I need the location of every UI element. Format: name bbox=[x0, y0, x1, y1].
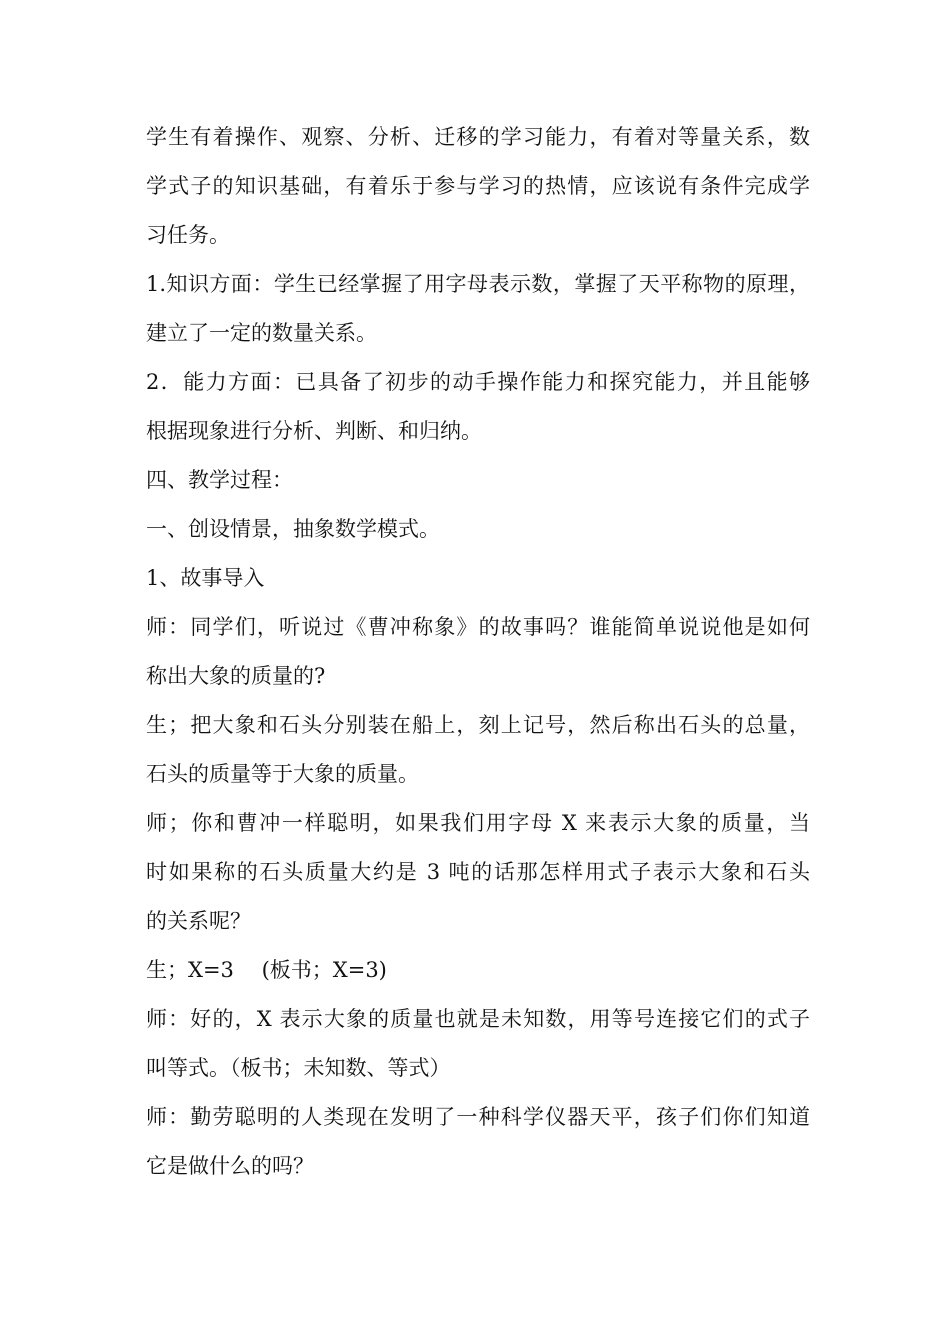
text-line: 学生有着操作、观察、分析、迁移的学习能力，有着对等量关系，数 bbox=[146, 125, 810, 149]
text-line: 时如果称的石头质量大约是 3 吨的话那怎样用式子表示大象和石头 bbox=[146, 860, 810, 884]
text-line: 建立了一定的数量关系。 bbox=[146, 321, 377, 345]
text-line: 生；把大象和石头分别装在船上，刻上记号，然后称出石头的总量， bbox=[146, 713, 810, 737]
text-line: 它是做什么的吗？ bbox=[146, 1154, 314, 1178]
text-line: 师：同学们，听说过《曹冲称象》的故事吗？谁能简单说说他是如何 bbox=[146, 615, 810, 639]
text-line: 学式子的知识基础，有着乐于参与学习的热情，应该说有条件完成学 bbox=[146, 174, 810, 198]
text-line: 师：勤劳聪明的人类现在发明了一种科学仪器天平，孩子们你们知道 bbox=[146, 1105, 810, 1129]
section-heading: 一、创设情景，抽象数学模式。 bbox=[146, 517, 440, 541]
text-line: 叫等式。（板书；未知数、等式） bbox=[146, 1056, 451, 1080]
text-line: 师；你和曹冲一样聪明，如果我们用字母 X 来表示大象的质量，当 bbox=[146, 811, 810, 835]
text-line: 根据现象进行分析、判断、和归纳。 bbox=[146, 419, 482, 443]
text-line: 1.知识方面：学生已经掌握了用字母表示数，掌握了天平称物的原理， bbox=[146, 272, 810, 296]
document-body bbox=[146, 113, 810, 1191]
section-heading: 四、教学过程： bbox=[146, 468, 293, 492]
text-line: 石头的质量等于大象的质量。 bbox=[146, 762, 419, 786]
text-line: 生；X=3 (板书；X=3) bbox=[146, 958, 387, 982]
text-line: 的关系呢？ bbox=[146, 909, 251, 933]
text-line: 习任务。 bbox=[146, 223, 230, 247]
text-line: 2．能力方面：已具备了初步的动手操作能力和探究能力，并且能够 bbox=[146, 370, 810, 394]
text-line: 师：好的，X 表示大象的质量也就是未知数，用等号连接它们的式子 bbox=[146, 1007, 810, 1031]
sub-heading: 1、故事导入 bbox=[146, 566, 265, 590]
text-line: 称出大象的质量的? bbox=[146, 664, 326, 688]
